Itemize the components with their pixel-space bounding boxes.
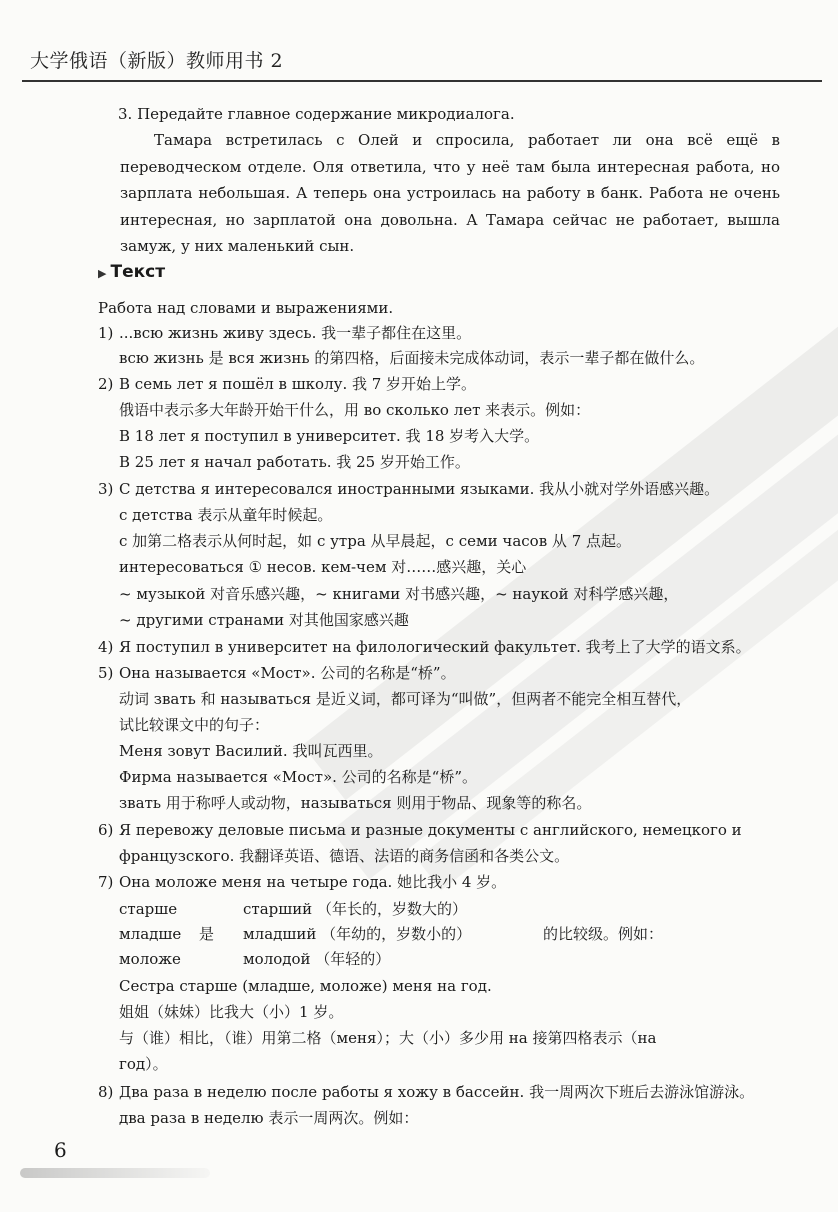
item-2-note-2: В 18 лет я поступил в университет. 我 18 岁考入大学。 — [119, 427, 540, 445]
section-heading-text — [98, 260, 165, 286]
section-title: Текст — [110, 262, 166, 282]
item-8-main: Два раза в неделю после работы я хожу в бассейн. 我一周两次下班后去游泳馆游泳。 — [119, 1083, 755, 1101]
item-7-note-1: Сестра старше (младше, моложе) меня на год. — [119, 977, 492, 995]
item-5-note-3: Меня зовут Василий. 我叫瓦西里。 — [119, 742, 383, 760]
comparative-3: моложе — [119, 950, 181, 968]
exercise-3-title: 3. Передайте главное содержание микродиалога. — [118, 105, 515, 123]
item-5-note-1: 动词 звать 和 называться 是近义词，都可译为“叫做”，但两者不能完全相互替代， — [119, 690, 692, 708]
item-2-note-3: В 25 лет я начал работать. 我 25 岁开始工作。 — [119, 453, 470, 471]
item-3-note-5: ~ другими странами 对其他国家感兴趣 — [119, 611, 409, 629]
item-7-number: 7) — [98, 873, 114, 891]
item-4-main: Я поступил в университет на филологический факультет. 我考上了大学的语文系。 — [119, 638, 751, 656]
item-3-note-2: с 加第二格表示从何时起，如 с утра 从早晨起，с семи часов 从 7 点起。 — [119, 532, 632, 550]
item-5-main: Она называется «Мост». 公司的名称是“桥”。 — [119, 664, 456, 682]
exercise-3-paragraph — [120, 127, 780, 260]
positive-2: младший （年幼的，岁数小的） — [243, 925, 472, 943]
item-6-main: Я перевожу деловые письма и разные документы с английского, немецкого и — [119, 821, 742, 839]
item-5-number: 5) — [98, 664, 114, 682]
item-8-number: 8) — [98, 1083, 114, 1101]
comparative-table — [119, 897, 739, 972]
comparative-1: старше — [119, 900, 178, 918]
item-3-main: С детства я интересовался иностранными языками. 我从小就对学外语感兴趣。 — [119, 480, 720, 498]
item-5-note-2: 试比较课文中的句子： — [119, 716, 270, 734]
item-5-note-4: Фирма называется «Мост». 公司的名称是“桥”。 — [119, 768, 478, 786]
comparative-2: младше — [119, 925, 182, 943]
item-3-note-3: интересоваться ① несов. кем-чем 对……感兴趣，关心 — [119, 558, 527, 576]
item-1-note: всю жизнь 是 вся жизнь 的第四格，后面接未完成体动词，表示一辈子都在做什么。 — [119, 349, 705, 367]
item-1-main: ...всю жизнь живу здесь. 我一辈子都住在这里。 — [119, 324, 472, 342]
item-6-note-1: французского. 我翻译英语、德语、法语的商务信函和各类公文。 — [119, 847, 570, 865]
positive-1: старший （年长的，岁数大的） — [243, 900, 467, 918]
item-7-note-2: 姐姐（妹妹）比我大（小）1 岁。 — [119, 1003, 344, 1021]
item-2-number: 2) — [98, 375, 114, 393]
item-5-note-5: звать 用于称呼人或动物，называться 则用于物品、现象等的称名。 — [119, 794, 592, 812]
item-3-note-1: с детства 表示从童年时候起。 — [119, 506, 333, 524]
page-number: 6 — [54, 1138, 67, 1162]
item-6-number: 6) — [98, 821, 114, 839]
item-7-main: Она моложе меня на четыре года. 她比我小 4 岁。 — [119, 873, 507, 891]
triangle-bullet-icon: ▶ — [98, 267, 107, 280]
comparative-is: 是 — [199, 925, 215, 943]
item-7-note-3: 与（谁）相比，（谁）用第二格（меня）；大（小）多少用 на 接第四格表示（на — [119, 1029, 657, 1047]
exercise-3-text: Тамара встретилась с Олей и спросила, работает ли она всё ещё в переводческом отделе. Оля ответила, что у неё там была интересная работа, но зарплата небольшая. А теперь она устроилась на работу в банк. Работа не очень интересная, но зарплатой она довольна. А Тамара сейчас не работает, вышла замуж, у них маленький сын. — [120, 131, 780, 255]
item-1-number: 1) — [98, 324, 114, 342]
comparative-suffix: 的比较级。例如： — [543, 925, 664, 943]
item-3-note-4: ~ музыкой 对音乐感兴趣，~ книгами 对书感兴趣，~ наукой 对科学感兴趣， — [119, 585, 679, 603]
header-rule — [22, 80, 822, 82]
running-header-title: 大学俄语（新版）教师用书 2 — [30, 50, 284, 72]
positive-3: молодой （年轻的） — [243, 950, 391, 968]
intro-line: Работа над словами и выражениями. — [98, 299, 394, 317]
item-2-main: В семь лет я пошёл в школу. 我 7 岁开始上学。 — [119, 375, 477, 393]
item-8-note-1: два раза в неделю 表示一周两次。例如： — [119, 1109, 419, 1127]
item-4-number: 4) — [98, 638, 114, 656]
item-2-note-1: 俄语中表示多大年龄开始干什么，用 во сколько лет 来表示。例如： — [119, 401, 591, 419]
item-7-note-4: год）。 — [119, 1055, 168, 1073]
item-3-number: 3) — [98, 480, 114, 498]
scan-smudge — [20, 1168, 210, 1178]
